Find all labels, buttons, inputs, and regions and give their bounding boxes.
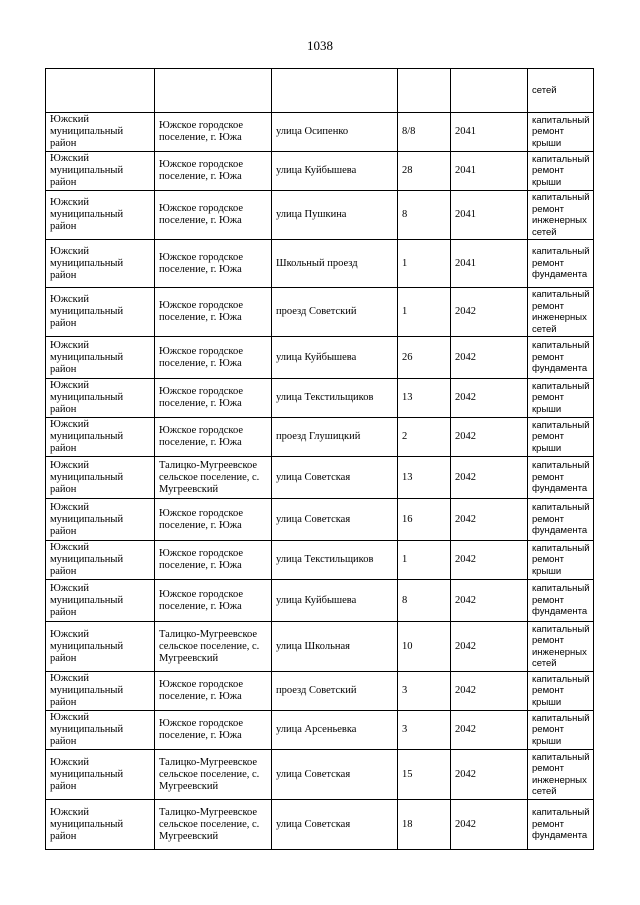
work-cell: капитальный ремонт фундамента (528, 499, 594, 541)
settlement-cell: Талицко-Мугреевское сельское поселение, с. Мугреевский (155, 750, 272, 800)
district-cell (46, 69, 155, 113)
street-cell: улица Арсеньевка (272, 711, 398, 750)
page-number: 1038 (307, 38, 333, 53)
street-cell: улица Советская (272, 750, 398, 800)
year-cell: 2042 (451, 750, 528, 800)
street-cell: улица Осипенко (272, 113, 398, 152)
settlement-cell: Южское городское поселение, г. Южа (155, 580, 272, 622)
table-row (46, 711, 594, 750)
year-cell: 2042 (451, 711, 528, 750)
district-cell: Южский муниципальный район (46, 337, 155, 379)
year-cell: 2042 (451, 457, 528, 499)
table-row (46, 499, 594, 541)
settlement-cell: Талицко-Мугреевское сельское поселение, с. Мугреевский (155, 457, 272, 499)
year-cell: 2042 (451, 541, 528, 580)
year-cell: 2042 (451, 499, 528, 541)
house-cell: 1 (398, 541, 451, 580)
year-cell: 2042 (451, 379, 528, 418)
house-cell: 8/8 (398, 113, 451, 152)
table-row (46, 457, 594, 499)
table-row (46, 622, 594, 672)
work-cell: капитальный ремонт крыши (528, 672, 594, 711)
year-cell: 2041 (451, 240, 528, 288)
house-cell: 2 (398, 418, 451, 457)
house-cell: 13 (398, 457, 451, 499)
street-cell: улица Школьная (272, 622, 398, 672)
table-row (46, 288, 594, 337)
district-cell: Южский муниципальный район (46, 541, 155, 580)
street-cell: улица Советская (272, 457, 398, 499)
table-row (46, 240, 594, 288)
district-cell: Южский муниципальный район (46, 580, 155, 622)
district-cell: Южский муниципальный район (46, 152, 155, 191)
work-cell: капитальный ремонт крыши (528, 379, 594, 418)
work-cell: капитальный ремонт крыши (528, 711, 594, 750)
continued-row (46, 69, 594, 113)
table-row (46, 379, 594, 418)
house-cell: 3 (398, 711, 451, 750)
work-cell: капитальный ремонт инженерных сетей (528, 191, 594, 240)
house-cell: 3 (398, 672, 451, 711)
district-cell: Южский муниципальный район (46, 622, 155, 672)
work-cell: капитальный ремонт инженерных сетей (528, 288, 594, 337)
work-cell: капитальный ремонт инженерных сетей (528, 622, 594, 672)
settlement-cell: Южское городское поселение, г. Южа (155, 499, 272, 541)
house-cell: 8 (398, 580, 451, 622)
year-cell: 2042 (451, 580, 528, 622)
settlement-cell: Южское городское поселение, г. Южа (155, 288, 272, 337)
street-cell: проезд Глушицкий (272, 418, 398, 457)
year-cell: 2042 (451, 622, 528, 672)
work-cell: капитальный ремонт фундамента (528, 337, 594, 379)
street-cell: улица Куйбышева (272, 337, 398, 379)
table-row (46, 541, 594, 580)
work-cell: капитальный ремонт фундамента (528, 457, 594, 499)
table-body (46, 69, 594, 850)
table-row (46, 337, 594, 379)
work-cell: капитальный ремонт крыши (528, 541, 594, 580)
house-cell: 8 (398, 191, 451, 240)
table-row (46, 800, 594, 850)
settlement-cell: Южское городское поселение, г. Южа (155, 113, 272, 152)
street-cell: улица Текстильщиков (272, 379, 398, 418)
street-cell: улица Советская (272, 800, 398, 850)
work-cell: капитальный ремонт фундамента (528, 800, 594, 850)
district-cell: Южский муниципальный район (46, 379, 155, 418)
street-cell: Школьный проезд (272, 240, 398, 288)
district-cell: Южский муниципальный район (46, 288, 155, 337)
table-row (46, 672, 594, 711)
year-cell: 2042 (451, 418, 528, 457)
settlement-cell (155, 69, 272, 113)
year-cell: 2042 (451, 800, 528, 850)
house-cell: 13 (398, 379, 451, 418)
house-cell: 16 (398, 499, 451, 541)
settlement-cell: Южское городское поселение, г. Южа (155, 152, 272, 191)
settlement-cell: Южское городское поселение, г. Южа (155, 379, 272, 418)
work-cell: сетей (528, 69, 594, 113)
work-cell: капитальный ремонт инженерных сетей (528, 750, 594, 800)
street-cell: улица Куйбышева (272, 152, 398, 191)
table-row (46, 580, 594, 622)
house-cell: 1 (398, 240, 451, 288)
district-cell: Южский муниципальный район (46, 711, 155, 750)
year-cell: 2041 (451, 191, 528, 240)
district-cell: Южский муниципальный район (46, 499, 155, 541)
table-row (46, 191, 594, 240)
settlement-cell: Талицко-Мугреевское сельское поселение, с. Мугреевский (155, 622, 272, 672)
settlement-cell: Южское городское поселение, г. Южа (155, 711, 272, 750)
district-cell: Южский муниципальный район (46, 672, 155, 711)
street-cell: улица Текстильщиков (272, 541, 398, 580)
settlement-cell: Талицко-Мугреевское сельское поселение, с. Мугреевский (155, 800, 272, 850)
street-cell: проезд Советский (272, 672, 398, 711)
year-cell: 2041 (451, 113, 528, 152)
repair-schedule-table (45, 68, 594, 850)
year-cell (451, 69, 528, 113)
street-cell: улица Советская (272, 499, 398, 541)
district-cell: Южский муниципальный район (46, 113, 155, 152)
street-cell: проезд Советский (272, 288, 398, 337)
street-cell (272, 69, 398, 113)
street-cell: улица Куйбышева (272, 580, 398, 622)
settlement-cell: Южское городское поселение, г. Южа (155, 672, 272, 711)
table-row (46, 418, 594, 457)
settlement-cell: Южское городское поселение, г. Южа (155, 337, 272, 379)
table-row (46, 750, 594, 800)
house-cell: 1 (398, 288, 451, 337)
district-cell: Южский муниципальный район (46, 457, 155, 499)
table-row (46, 113, 594, 152)
district-cell: Южский муниципальный район (46, 240, 155, 288)
street-cell: улица Пушкина (272, 191, 398, 240)
house-cell: 10 (398, 622, 451, 672)
district-cell: Южский муниципальный район (46, 191, 155, 240)
settlement-cell: Южское городское поселение, г. Южа (155, 240, 272, 288)
settlement-cell: Южское городское поселение, г. Южа (155, 541, 272, 580)
work-cell: капитальный ремонт фундамента (528, 240, 594, 288)
work-cell: капитальный ремонт крыши (528, 113, 594, 152)
house-cell: 26 (398, 337, 451, 379)
settlement-cell: Южское городское поселение, г. Южа (155, 191, 272, 240)
table-row (46, 152, 594, 191)
district-cell: Южский муниципальный район (46, 750, 155, 800)
year-cell: 2042 (451, 337, 528, 379)
year-cell: 2042 (451, 672, 528, 711)
work-cell: капитальный ремонт крыши (528, 418, 594, 457)
district-cell: Южский муниципальный район (46, 800, 155, 850)
work-cell: капитальный ремонт фундамента (528, 580, 594, 622)
house-cell: 28 (398, 152, 451, 191)
house-cell: 18 (398, 800, 451, 850)
year-cell: 2041 (451, 152, 528, 191)
district-cell: Южский муниципальный район (46, 418, 155, 457)
work-cell: капитальный ремонт крыши (528, 152, 594, 191)
settlement-cell: Южское городское поселение, г. Южа (155, 418, 272, 457)
house-cell (398, 69, 451, 113)
year-cell: 2042 (451, 288, 528, 337)
house-cell: 15 (398, 750, 451, 800)
